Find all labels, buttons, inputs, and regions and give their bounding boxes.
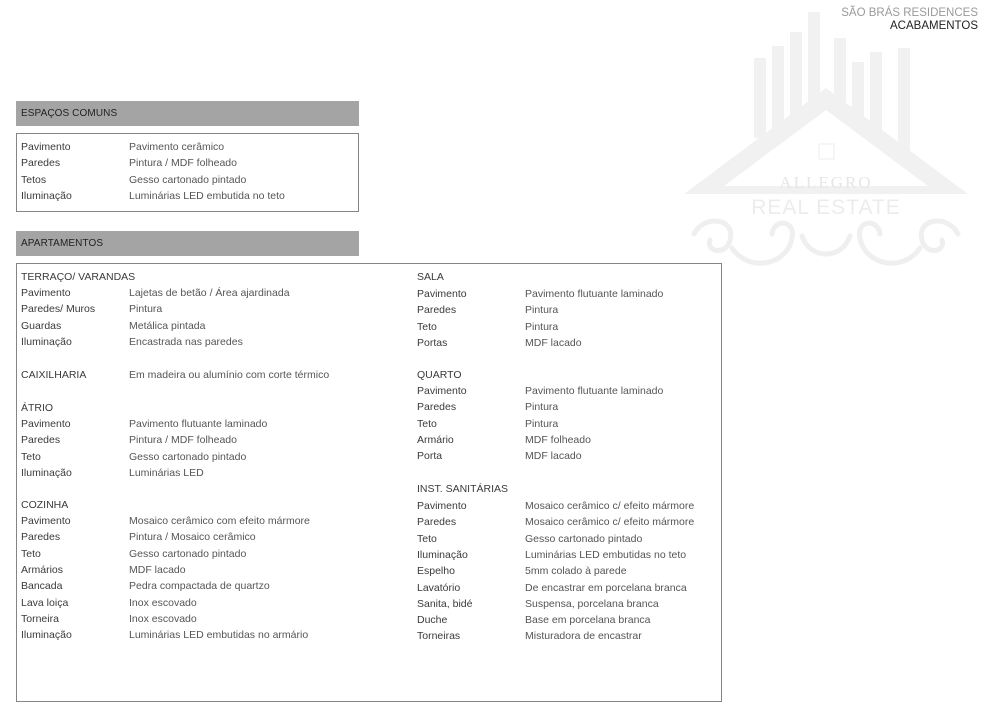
espacos-comuns-box [16,133,359,212]
spec-label: Teto [21,450,41,463]
spec-label: Guardas [21,319,62,332]
spec-value: Mosaico cerâmico c/ efeito mármore [525,500,695,512]
spec-value: Pintura / MDF folheado [129,434,237,447]
spec-value: Pintura [525,320,559,333]
logo-brand: ALLEGRO [779,173,873,192]
spec-label: Paredes [21,531,61,544]
spec-label: Torneiras [417,630,461,643]
spec-value: Metálica pintada [129,319,206,332]
spec-value: Pintura [129,303,163,316]
spec-label: Pavimento [417,385,467,397]
spec-value: Pavimento cerâmico [129,141,225,153]
spec-label: Lavatório [417,581,461,594]
spec-value: Suspensa, porcelana branca [525,597,659,610]
spec-label: Pavimento [21,141,71,153]
spec-label: Portas [417,336,448,349]
spec-value: Pedra compactada de quartzo [129,580,270,593]
spec-value: MDF lacado [525,336,582,349]
spec-value: Gesso cartonado pintado [129,173,247,186]
spec-label: Pavimento [21,515,71,527]
spec-value: Luminárias LED embutidas no teto [525,548,687,561]
spec-label: Teto [417,320,437,333]
spec-value: MDF lacado [129,563,186,576]
section-title-inst-sanitarias: INST. SANITÁRIAS [417,483,509,495]
section-title-atrio: ÁTRIO [21,402,54,414]
spec-label: Iluminação [21,335,72,348]
spec-label: Paredes [417,304,457,317]
spec-label: Sanita, bidé [417,597,473,610]
spec-value: Gesso cartonado pintado [129,450,247,463]
spec-value: Inox escovado [129,612,197,625]
section-title-quarto: QUARTO [417,369,462,381]
spec-value: MDF lacado [525,450,582,463]
apartamentos-box [16,263,722,702]
spec-value: Pintura [525,401,559,414]
spec-label: Tetos [21,173,47,186]
spec-label: Duche [417,614,448,627]
spec-value: Gesso cartonado pintado [129,547,247,560]
spec-value: 5mm colado à parede [525,565,627,578]
project-name: SÃO BRÁS RESIDENCES [841,7,978,19]
spec-value: Em madeira ou alumínio com corte térmico [129,369,330,381]
section-title-caixilharia: CAIXILHARIA [21,369,87,381]
spec-value: Luminárias LED embutidas no armário [129,629,309,642]
spec-label: Paredes/ Muros [21,303,96,316]
section-title-sala: SALA [417,271,444,283]
spec-value: Encastrada nas paredes [129,335,243,348]
spec-label: Iluminação [21,189,72,202]
spec-label: Porta [417,450,443,463]
section-bar-espacos-comuns: ESPAÇOS COMUNS [16,101,359,126]
spec-value: Base em porcelana branca [525,614,651,627]
spec-label: Teto [417,417,437,430]
spec-value: Pintura / Mosaico cerâmico [129,531,256,544]
spec-label: Armários [21,563,64,576]
spec-label: Paredes [21,157,61,170]
spec-label: Iluminação [21,466,72,479]
spec-value: Pavimento flutuante laminado [525,288,664,300]
spec-value: Pavimento flutuante laminado [129,418,268,430]
spec-label: Bancada [21,580,63,593]
spec-value: Mosaico cerâmico c/ efeito mármore [525,516,695,529]
spec-value: Inox escovado [129,596,197,609]
spec-label: Pavimento [21,418,71,430]
section-title-cozinha: COZINHA [21,499,69,511]
spec-value: MDF folheado [525,433,591,446]
spec-value: Lajetas de betão / Área ajardinada [129,287,290,299]
spec-value: Pintura [525,304,559,317]
spec-label: Armário [417,433,454,446]
spec-label: Paredes [417,516,457,529]
spec-value: Gesso cartonado pintado [525,532,643,545]
spec-label: Iluminação [21,629,72,642]
spec-value: Misturadora de encastrar [525,630,642,643]
spec-label: Espelho [417,565,455,578]
section-title-terraco: TERRAÇO/ VARANDAS [21,271,136,283]
spec-label: Paredes [21,434,61,447]
allegro-real-estate-logo-watermark [684,12,968,274]
spec-value: Luminárias LED [129,466,204,479]
spec-label: Paredes [417,401,457,414]
spec-label: Teto [417,532,437,545]
spec-label: Torneira [21,612,59,625]
document-title: ACABAMENTOS [890,20,978,32]
spec-value: Pintura [525,417,559,430]
spec-label: Iluminação [417,548,468,561]
logo-subtitle: REAL ESTATE [751,196,901,219]
spec-value: Mosaico cerâmico com efeito mármore [129,515,310,527]
spec-label: Teto [21,547,41,560]
section-bar-apartamentos: APARTAMENTOS [16,231,359,256]
spec-value: Pavimento flutuante laminado [525,385,664,397]
spec-label: Pavimento [21,287,71,299]
spec-value: De encastrar em porcelana branca [525,581,687,594]
spec-value: Pintura / MDF folheado [129,157,237,170]
spec-value: Luminárias LED embutida no teto [129,189,285,202]
spec-label: Lava loiça [21,596,69,609]
spec-label: Pavimento [417,500,467,512]
spec-label: Pavimento [417,288,467,300]
